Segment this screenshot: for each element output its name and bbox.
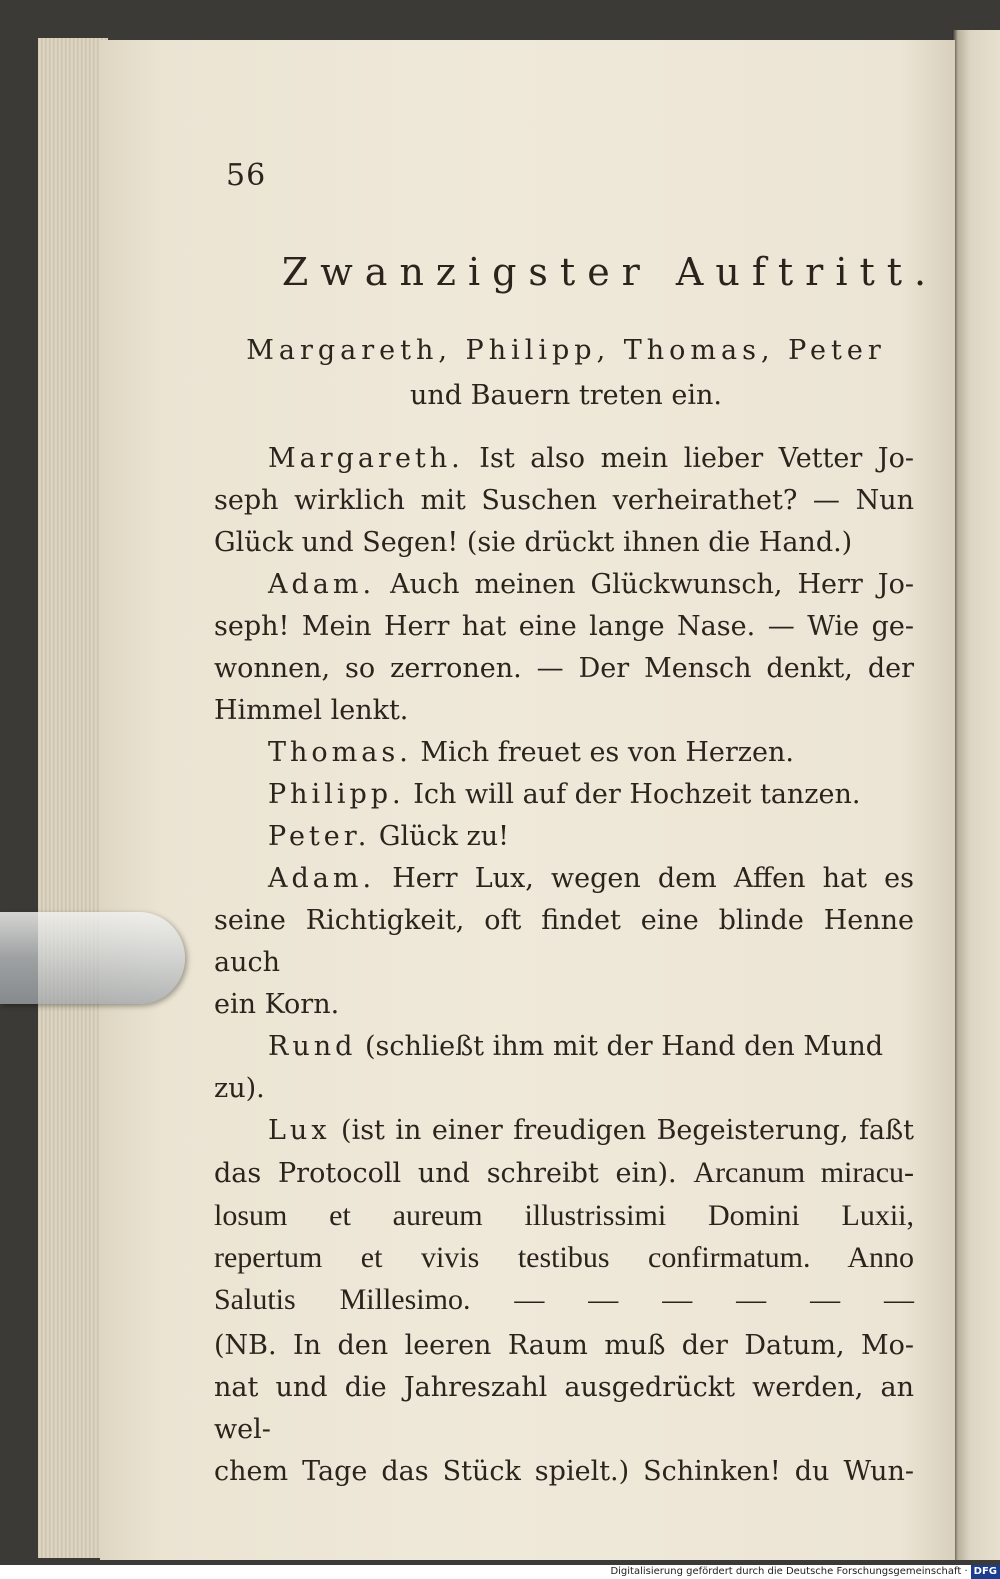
- cast-line: Margareth, Philipp, Thomas, Peter: [246, 335, 886, 366]
- credit-text: Digitalisierung gefördert durch die Deutsche Forschungsgemeinschaft ·: [610, 1566, 968, 1577]
- latin-text: Arcanum miracu-: [693, 1156, 914, 1189]
- latin-text: losum et aureum illustrissimi Domini Luxii,: [214, 1199, 914, 1232]
- dialogue-text: [214, 438, 914, 1493]
- speech-paragraph: [214, 774, 914, 816]
- text-line: seph wirklich mit Suschen verheirathet? — Nun: [214, 485, 914, 516]
- scene-heading: Zwanzigster Auftritt.: [281, 250, 939, 294]
- text-line: (ist in einer freudigen Begeisterung, faßt: [341, 1115, 914, 1146]
- speech-paragraph: [214, 1110, 914, 1321]
- text-line: ein Korn.: [214, 989, 340, 1020]
- speech-paragraph: [214, 732, 914, 774]
- text-line: nat und die Jahreszahl ausgedrückt werden, an wel-: [214, 1372, 914, 1445]
- speaker-name: Philipp.: [268, 779, 405, 810]
- text-line: Auch meinen Glückwunsch, Herr Jo-: [390, 569, 915, 600]
- latin-text: Salutis Millesimo. — — — — — —: [214, 1283, 914, 1316]
- speaker-name: Thomas.: [268, 737, 412, 768]
- cast-list: [216, 328, 916, 418]
- latin-text: repertum et vivis testibus confirmatum. Anno: [214, 1241, 914, 1274]
- text-line: (schließt ihm mit der Hand den Mund zu).: [214, 1031, 884, 1104]
- speaker-name: Adam.: [268, 863, 376, 894]
- text-line: Ist also mein lieber Vetter Jo-: [479, 443, 914, 474]
- text-line: (NB. In den leeren Raum muß der Datum, Mo-: [214, 1330, 914, 1361]
- text-line: wonnen, so zerronen. — Der Mensch denkt, der: [214, 653, 914, 684]
- speech-paragraph: [214, 438, 914, 564]
- text-line: seph! Mein Herr hat eine lange Nase. — Wie ge-: [214, 611, 914, 642]
- text-line: Glück zu!: [378, 821, 510, 852]
- text-line: Glück und Segen! (sie drückt ihnen die Hand.): [214, 527, 853, 558]
- speech-paragraph: [214, 1026, 914, 1110]
- speaker-name: Margareth.: [268, 443, 464, 474]
- text-line: chem Tage das Stück spielt.) Schinken! du Wun-: [214, 1456, 914, 1487]
- speech-paragraph: [214, 858, 914, 1026]
- dfg-logo: DFG: [971, 1565, 1000, 1579]
- stage-note: [214, 1325, 914, 1493]
- page-number: 56: [226, 158, 267, 193]
- text-line: seine Richtigkeit, oft findet eine blinde Henne auch: [214, 905, 914, 978]
- text-line: Ich will auf der Hochzeit tanzen.: [413, 779, 861, 810]
- book-page: [100, 40, 955, 1560]
- text-line: Herr Lux, wegen dem Affen hat es: [392, 863, 914, 894]
- text-line: das Protocoll und schreibt ein).: [214, 1158, 677, 1189]
- speaker-name: Rund: [268, 1031, 357, 1062]
- speaker-name: Peter.: [268, 821, 371, 852]
- digitization-credit: [600, 1565, 1000, 1579]
- speech-paragraph: [214, 816, 914, 858]
- speech-paragraph: [214, 564, 914, 732]
- speaker-name: Lux: [268, 1115, 331, 1146]
- cast-line: und Bauern treten ein.: [410, 380, 722, 411]
- text-line: Himmel lenkt.: [214, 695, 409, 726]
- page-holder-clip: [0, 912, 185, 1004]
- page-edge-stack: [38, 38, 108, 1558]
- speaker-name: Adam.: [268, 569, 376, 600]
- text-line: Mich freuet es von Herzen.: [420, 737, 794, 768]
